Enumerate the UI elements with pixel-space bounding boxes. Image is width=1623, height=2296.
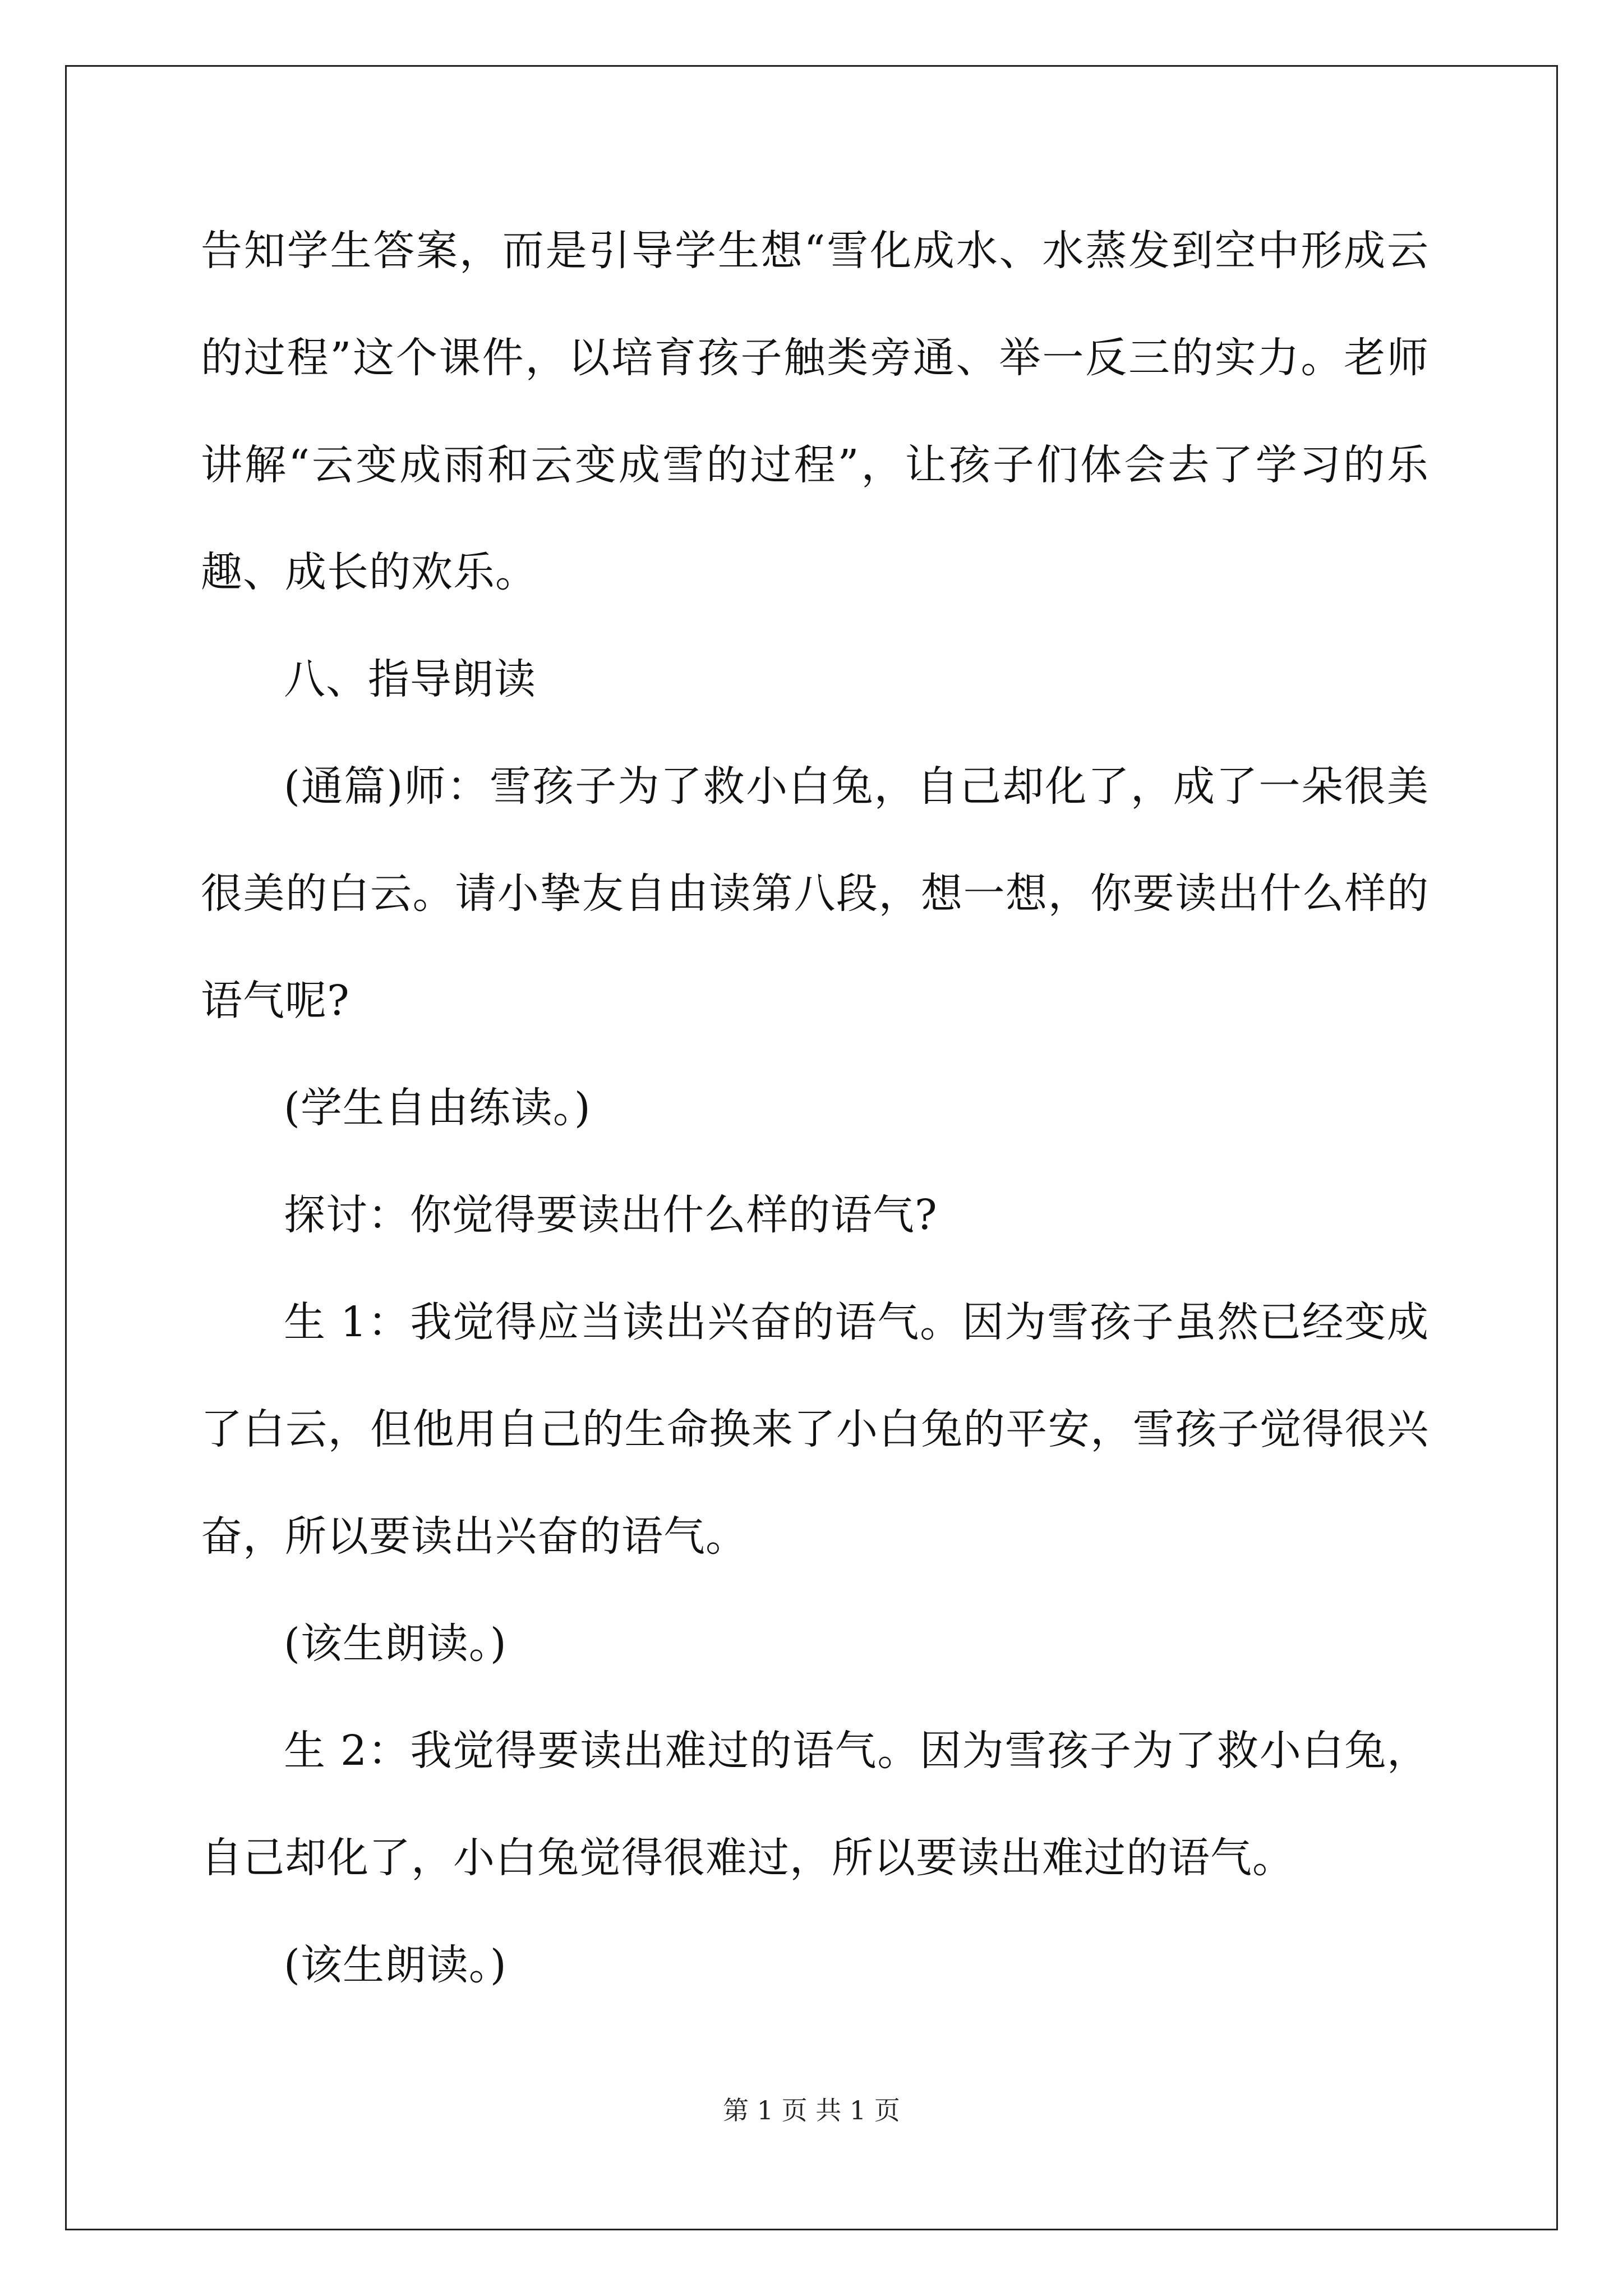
paragraph-student-1: 生 1：我觉得应当读出兴奋的语气。因为雪孩子虽然已经变成了白云，但他用自己的生命换来了小白兔的平安，雪孩子觉得很兴奋，所以要读出兴奋的语气。 xyxy=(201,1298,1429,1561)
paragraph-discussion: 探讨：你觉得要读出什么样的语气? xyxy=(284,1191,938,1239)
paragraph-students-practice: (学生自由练读。) xyxy=(284,1084,591,1132)
paragraph-teacher-prompt: (通篇)师：雪孩子为了救小白兔，自己却化了，成了一朵很美很美的白云。请小挚友自由读第八段，想一想，你要读出什么样的语气呢? xyxy=(201,762,1429,1025)
paragraph-student-2-reads: (该生朗读。) xyxy=(284,1941,507,1989)
document-body xyxy=(201,197,1429,2019)
paragraph-student-1-reads: (该生朗读。) xyxy=(284,1619,507,1668)
paragraph-continued-answer: 告知学生答案，而是引导学生想“雪化成水、水蒸发到空中形成云的过程”这个课件，以培育孩子触类旁通、举一反三的实力。老师讲解“云变成雨和云变成雪的过程”，让孩子们体会去了学习的乐趣、成长的欢乐。 xyxy=(201,227,1429,596)
paragraph-student-2: 生 2：我觉得要读出难过的语气。因为雪孩子为了救小白兔，自己却化了，小白兔觉得很难过，所以要读出难过的语气。 xyxy=(201,1727,1429,1882)
page-number-footer: 第 1 页 共 1 页 xyxy=(723,2095,900,2125)
section-heading-guided-reading: 八、指导朗读 xyxy=(284,655,536,703)
